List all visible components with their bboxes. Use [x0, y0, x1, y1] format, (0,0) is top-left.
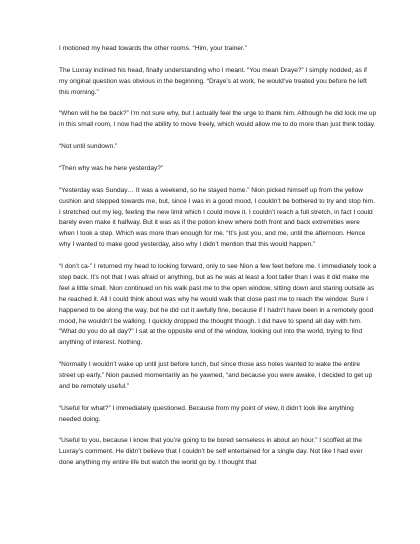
- paragraph: “Yesterday was Sunday… It was a weekend, so he stayed home.” Nion picked himself up from the yellow cushion and stepped towards me, but, since I was in a good mood, I couldn’t be bothered to try and stop him. I stretched out my leg, feeling the new limit which I could move it. I couldn’t reach a full stretch, in fact I could barely even make it halfway. But it was as if the potion knew where both front and back extremities were when I took a step. Which was more than enough for me. “It’s just you, and me, until the afternoon. Hence why I wanted to make good yesterday, also why I didn’t mention that this would happen.”: [59, 186, 375, 249]
- paragraph: “When will he be back?” I’m not sure why, but I actually feel the urge to thank him. Although he did lock me up in this small room, I now had the ability to move freely, which would allow me to do more than just think today.: [59, 110, 377, 129]
- paragraph: “I don’t ca-” I returned my head to looking forward, only to see Nion a few feet before me. I immediately took a step back. It’s not that I was afraid or anything, but as he was at least a foot taller than I was it did make me feel a little small. Nion continued on his walk past me to the open window, sitting down and staring outside as he reached it. All I could think about was why he would walk that close past me to reach the window. Sure I happened to be along the way, but he did cut it awfully fine, because if I hadn’t have been in a remotely good mood, he wouldn’t be walking. I quickly dropped the thought though. I did have to spend all day with him. “What do you do all day?” I sat at the opposite end of the window, looking out into the world, trying to find anything of interest. Nothing.: [59, 263, 377, 347]
- paragraph: I motioned my head towards the other rooms. “Him, your trainer.”: [59, 45, 247, 52]
- paragraph: “Not until sundown.”: [59, 143, 118, 151]
- paragraph: “Useful to you, because I know that you’re going to be bored senseless in about an hour.” I scoffed at the Luxray’s comment. He didn’t believe that I couldn’t be self entertained for a single day. Not like I had ever done anything my entire life but watch the world go by. I thought that: [59, 437, 363, 467]
- paragraph: The Luxray inclined his head, finally understanding who I meant. “You mean Draye?” I simply nodded, as if my original question was obvious in the beginning. “Draye’s at work, he would’ve treated you before he left this morning.”: [59, 66, 367, 96]
- paragraph: “Useful for what?” I immediately questioned. Because from my point of view, it didn’t look like anything needed doing.: [59, 404, 354, 423]
- paragraph: “Then why was he here yesterday?”: [59, 164, 164, 172]
- paragraph: “Normally I wouldn’t wake up until just before lunch, but since those ass holes wanted to wake the entire street up early,” Nion paused momentarily as he yawned, “and because you were awake, I decided to get up and be remotely useful.”: [59, 361, 373, 390]
- story-text-body: [59, 44, 377, 480]
